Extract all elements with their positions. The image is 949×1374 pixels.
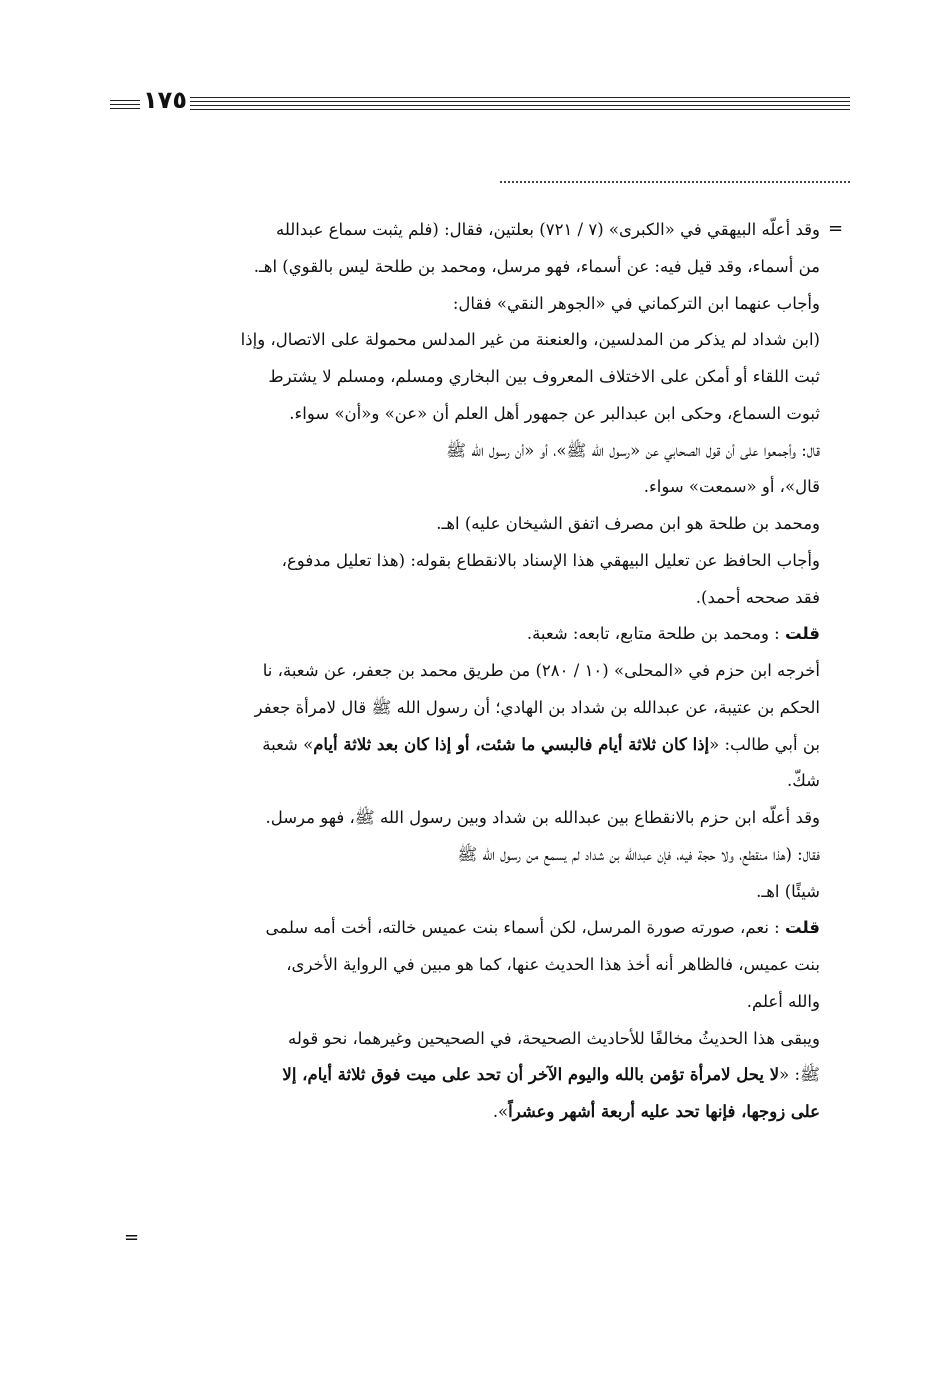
line-text: ومحمد بن طلحة هو ابن مصرف اتفق الشيخان عليه) اهـ. bbox=[436, 514, 820, 533]
text-line bbox=[120, 727, 820, 764]
line-text: وقد أعلّه ابن حزم بالانقطاع بين عبدالله بن شداد وبين رسول الله ﷺ، فهو مرسل. bbox=[265, 808, 820, 827]
qultu-label: قلت bbox=[784, 918, 820, 938]
text-line bbox=[120, 1057, 820, 1094]
text-line bbox=[120, 947, 820, 984]
text-line bbox=[120, 690, 820, 727]
line-text-after: ». bbox=[492, 1102, 509, 1121]
line-text: قال: وأجمعوا على أن قول الصحابي عن «رسول الله ﷺ»، أو «أن رسول الله ﷺ bbox=[446, 440, 820, 460]
text-line bbox=[120, 616, 820, 653]
text-line bbox=[120, 286, 820, 323]
text-line bbox=[120, 396, 820, 433]
footnote-separator bbox=[500, 181, 850, 183]
text-line bbox=[120, 763, 820, 800]
hadith-text: إذا كان ثلاثة أيام فالبسي ما شئت، أو إذا كان بعد ثلاثة أيام bbox=[313, 734, 710, 754]
text-line bbox=[120, 1094, 820, 1131]
text-line bbox=[120, 800, 820, 837]
header-rule bbox=[190, 109, 850, 110]
text-line bbox=[120, 359, 820, 396]
line-text: فقال: (هذا منقطع، ولا حجة فيه، فإن عبدالله بن شداد لم يسمع من رسول الله ﷺ bbox=[457, 844, 820, 864]
line-text: وأجاب الحافظ عن تعليل البيهقي هذا الإسناد بالانقطاع بقوله: (هذا تعليل مدفوع، bbox=[281, 550, 820, 570]
line-text: وأجاب عنهما ابن التركماني في «الجوهر النقي» فقال: bbox=[452, 293, 820, 313]
line-text: ﷺ: « bbox=[779, 1065, 820, 1085]
line-text: شكّ. bbox=[787, 771, 820, 791]
line-text: قال»، أو «سمعت» سواء. bbox=[643, 477, 820, 497]
header-rule bbox=[110, 100, 140, 101]
line-text: فقد صححه أحمد). bbox=[695, 587, 820, 607]
line-text: ويبقى هذا الحديثُ مخالفًا للأحاديث الصحيحة، في الصحيحين وغيرهما، نحو قوله bbox=[288, 1028, 820, 1048]
page-number: ١٧٥ bbox=[143, 86, 187, 114]
hadith-text: على زوجها، فإنها تحد عليه أربعة أشهر وعشراً bbox=[508, 1102, 820, 1121]
line-text: من أسماء، وقد قيل فيه: عن أسماء، فهو مرسل، ومحمد بن طلحة ليس بالقوي) اهـ. bbox=[253, 256, 820, 276]
line-text: (ابن شداد لم يذكر من المدلسين، والعنعنة من غير المدلس محمولة على الاتصال، وإذا bbox=[240, 330, 820, 350]
text-line bbox=[120, 469, 820, 506]
text-line bbox=[120, 249, 820, 286]
text-line bbox=[120, 212, 820, 249]
line-text: وقد أعلّه البيهقي في «الكبرى» (٧ / ٧٢١) بعلتين، فقال: (فلم يثبت سماع عبدالله bbox=[275, 220, 820, 239]
line-text: : ومحمد بن طلحة متابع، تابعه: شعبة. bbox=[526, 624, 780, 644]
qultu-label: قلت bbox=[784, 624, 820, 644]
continuation-mark-bottom: = bbox=[124, 1227, 140, 1248]
text-line bbox=[120, 837, 820, 874]
text-line bbox=[120, 910, 820, 947]
hadith-text: لا يحل لامرأة تؤمن بالله واليوم الآخر أن تحد على ميت فوق ثلاثة أيام، إلا bbox=[282, 1065, 780, 1085]
line-text: أخرجه ابن حزم في «المحلى» (١٠ / ٢٨٠) من طريق محمد بن جعفر، عن شعبة، نا bbox=[262, 661, 820, 680]
text-line bbox=[120, 433, 820, 470]
text-line bbox=[120, 984, 820, 1021]
line-text: شيئًا) اهـ. bbox=[756, 881, 820, 901]
text-line bbox=[120, 543, 820, 580]
header-rule bbox=[110, 108, 140, 109]
line-text: بن أبي طالب: « bbox=[709, 734, 820, 754]
line-text: والله أعلم. bbox=[746, 991, 820, 1011]
line-text: ثبت اللقاء أو أمكن على الاختلاف المعروف بين البخاري ومسلم، ومسلم لا يشترط bbox=[268, 367, 820, 386]
text-line bbox=[120, 322, 820, 359]
line-text: الحكم بن عتيبة، عن عبدالله بن شداد بن الهادي؛ أن رسول الله ﷺ قال لامرأة جعفر bbox=[254, 697, 820, 717]
line-text: : نعم، صورته صورة المرسل، لكن أسماء بنت عميس خالته، أخت أمه سلمى bbox=[265, 918, 780, 938]
header-rule bbox=[190, 105, 850, 106]
header-rule bbox=[110, 104, 140, 105]
footnote-text bbox=[120, 212, 820, 1131]
header-rule bbox=[190, 101, 850, 102]
continuation-mark-top: = bbox=[828, 218, 844, 239]
text-line bbox=[120, 653, 820, 690]
text-line bbox=[120, 506, 820, 543]
line-text: ثبوت السماع، وحكى ابن عبدالبر عن جمهور أهل العلم أن «عن» و«أن» سواء. bbox=[289, 403, 820, 423]
text-line bbox=[120, 874, 820, 911]
line-text-after: » شعبة bbox=[262, 734, 314, 754]
line-text: بنت عميس، فالظاهر أنه أخذ هذا الحديث عنها، كما هو مبين في الرواية الأخرى، bbox=[286, 955, 820, 974]
text-line bbox=[120, 580, 820, 617]
text-line bbox=[120, 1021, 820, 1058]
header-rule bbox=[190, 97, 850, 98]
